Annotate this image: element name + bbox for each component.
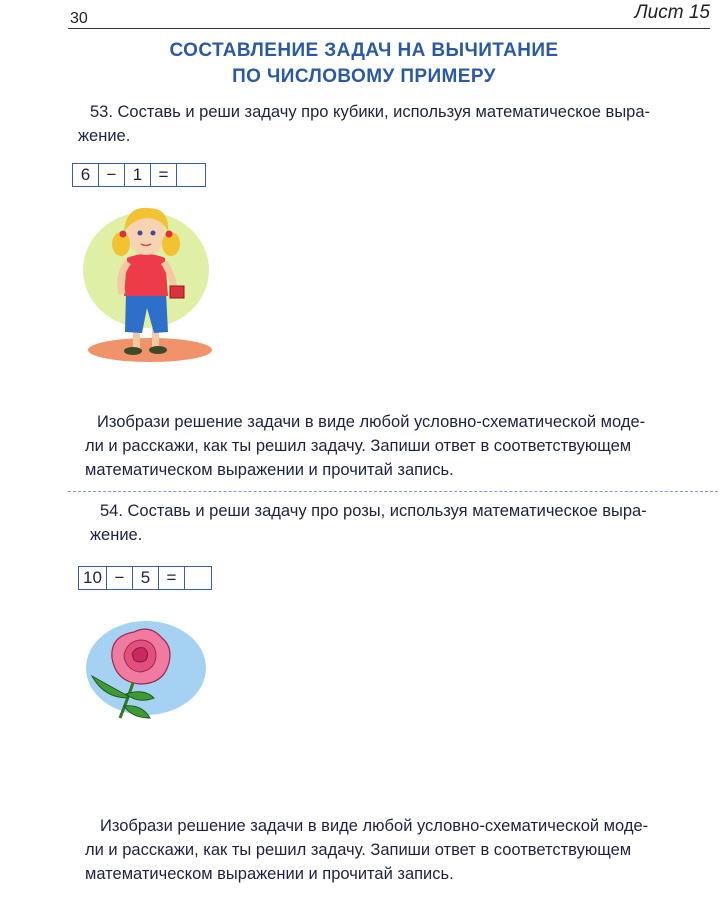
task-53-line-1: 53. Составь и реши задачу про кубики, используя математическое выра- [90,103,651,121]
task-53-expression-box [72,163,206,187]
task-54-statement [90,499,715,547]
task-53-model-instruction [85,410,722,482]
girl-with-cube-illustration [70,200,215,370]
header-rule [68,28,710,29]
task-54-model-line-1: Изобрази решение задачи в виде любой условно-схематической моде- [100,817,649,835]
section-divider [68,491,718,492]
expr54-operand-2: 5 [133,567,159,589]
task-53-line-2: жение. [78,127,131,145]
expr54-minus-sign: − [107,567,133,589]
task-54-line-1: 54. Составь и реши задачу про розы, используя математическое выра- [100,502,647,520]
task-54-model-line-2: ли и расскажи, как ты решил задачу. Запиши ответ в соответствующем [85,841,632,859]
sheet-label: Лист 15 [634,2,710,23]
expr54-answer-field[interactable] [185,567,211,589]
expr53-operand-1: 6 [73,164,99,186]
task-53-statement [78,100,715,148]
expr53-operand-2: 1 [125,164,151,186]
expr53-equals-sign: = [151,164,177,186]
task-54-model-line-3: математическом выражении и прочитай запись. [85,865,454,883]
task-53-model-line-2: ли и расскажи, как ты решил задачу. Запиши ответ в соответствующем [85,437,632,455]
task-53-model-line-3: математическом выражении и прочитай запись. [85,461,454,479]
task-54-line-2: жение. [90,526,143,544]
page-title-line-1: СОСТАВЛЕНИЕ ЗАДАЧ НА ВЫЧИТАНИЕ [169,40,559,61]
page-title-line-2: ПО ЧИСЛОВОМУ ПРИМЕРУ [232,66,496,87]
task-53-model-line-1: Изобрази решение задачи в виде любой условно-схематической моде- [97,413,646,431]
page-number: 30 [70,10,88,27]
expr53-minus-sign: − [99,164,125,186]
rose-illustration [84,618,209,723]
task-54-model-instruction [85,814,720,886]
task-54-expression-box [78,566,212,590]
expr54-operand-1: 10 [79,567,107,589]
expr54-equals-sign: = [159,567,185,589]
expr53-answer-field[interactable] [177,164,205,186]
